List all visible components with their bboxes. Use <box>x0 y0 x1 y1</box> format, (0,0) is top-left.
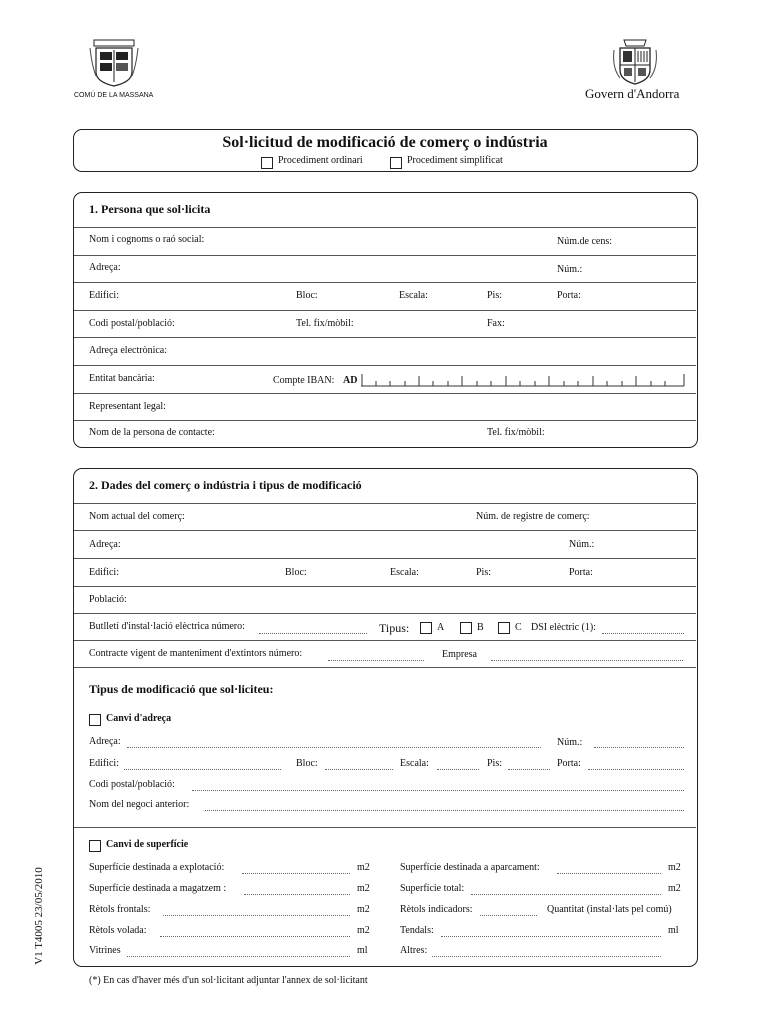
tipus-label: Tipus: <box>379 621 410 635</box>
pis-label: Pis: <box>487 290 503 301</box>
porta-label: Porta: <box>557 290 581 301</box>
dsi-label: DSI elèctric (1): <box>531 622 596 633</box>
escala-label: Escala: <box>399 290 428 301</box>
canvi-superficie-label: Canvi de superfície <box>106 839 189 850</box>
codi-postal-label: Codi postal/població: <box>89 318 175 329</box>
edifici-label: Edifici: <box>89 290 119 301</box>
edifici2-label: Edifici: <box>89 567 119 578</box>
tipus-a-checkbox[interactable] <box>420 622 432 634</box>
new-pis-input[interactable] <box>508 769 550 770</box>
num2-label: Núm.: <box>569 539 595 550</box>
new-porta-label: Porta: <box>557 758 581 769</box>
altres-input[interactable] <box>432 956 661 957</box>
negoci-anterior-input[interactable] <box>205 810 684 811</box>
canvi-adreca-label: Canvi d'adreça <box>106 713 172 724</box>
quantitat-label: Quantitat (instal·lats pel comú) <box>547 904 672 915</box>
new-adreca-label: Adreça: <box>89 736 121 747</box>
tel-label: Tel. fix/mòbil: <box>296 318 354 329</box>
sup-magatzem-label: Superfície destinada a magatzem : <box>89 883 227 894</box>
dsi-input[interactable] <box>602 633 684 634</box>
tendals-unit: ml <box>668 925 679 936</box>
govern-caption: Govern d'Andorra <box>585 86 680 101</box>
retols-indicadors-input[interactable] <box>480 915 537 916</box>
sup-aparcament-input[interactable] <box>557 873 661 874</box>
tipus-b-checkbox[interactable] <box>460 622 472 634</box>
iban-prefix: AD <box>343 375 358 386</box>
num-label: Núm.: <box>557 264 583 275</box>
tipus-c-label: C <box>515 622 522 633</box>
massana-caption: COMÚ DE LA MASSANA <box>74 92 154 99</box>
contacte-label: Nom de la persona de contacte: <box>89 427 215 438</box>
num-registre-label: Núm. de registre de comerç: <box>476 511 590 522</box>
sup-aparcament-unit: m2 <box>668 862 681 873</box>
empresa-input[interactable] <box>491 660 683 661</box>
andorra-coat-of-arms <box>610 38 660 86</box>
retols-volada-input[interactable] <box>160 936 350 937</box>
nom-label: Nom i cognoms o raó social: <box>89 234 205 245</box>
sup-total-label: Superfície total: <box>400 883 465 894</box>
massana-logo <box>88 38 140 88</box>
side-code: V1 T4005 23/05/2010 <box>33 867 45 965</box>
page-title: Sol·licitud de modificació de comerç o indústria <box>222 134 548 151</box>
sup-explotacio-unit: m2 <box>357 862 370 873</box>
butlleti-input[interactable] <box>259 633 367 634</box>
tendals-input[interactable] <box>441 936 661 937</box>
tipus-a-label: A <box>437 622 445 633</box>
new-num-label: Núm.: <box>557 737 583 748</box>
sup-total-input[interactable] <box>471 894 661 895</box>
porta2-label: Porta: <box>569 567 593 578</box>
section1-title: 1. Persona que sol·licita <box>89 202 211 216</box>
fax-label: Fax: <box>487 318 505 329</box>
section2-title: 2. Dades del comerç o indústria i tipus de modificació <box>89 478 362 492</box>
retols-volada-unit: m2 <box>357 925 370 936</box>
butlleti-label: Butlletí d'instal·lació elèctrica número: <box>89 621 245 632</box>
simplificat-checkbox[interactable] <box>390 157 402 169</box>
retols-volada-label: Rètols volada: <box>89 925 147 936</box>
bloc-label: Bloc: <box>296 290 318 301</box>
contracte-input[interactable] <box>328 660 424 661</box>
new-escala-input[interactable] <box>437 769 479 770</box>
sup-aparcament-label: Superfície destinada a aparcament: <box>400 862 540 873</box>
vitrines-unit: ml <box>357 945 368 956</box>
canvi-adreca-checkbox[interactable] <box>89 714 101 726</box>
new-escala-label: Escala: <box>400 758 429 769</box>
contracte-label: Contracte vigent de manteniment d'extintors número: <box>89 648 303 659</box>
nom-actual-label: Nom actual del comerç: <box>89 511 185 522</box>
adreca-label: Adreça: <box>89 262 121 273</box>
iban-input[interactable] <box>361 373 685 387</box>
sup-explotacio-label: Superfície destinada a explotació: <box>89 862 225 873</box>
iban-label: Compte IBAN: <box>273 375 335 386</box>
retols-frontals-unit: m2 <box>357 904 370 915</box>
vitrines-label: Vitrines <box>89 945 121 956</box>
new-codi-postal-label: Codi postal/població: <box>89 779 175 790</box>
footnote: (*) En cas d'haver més d'un sol·licitant adjuntar l'annex de sol·licitant <box>89 975 368 986</box>
escala2-label: Escala: <box>390 567 419 578</box>
retols-indicadors-label: Rètols indicadors: <box>400 904 473 915</box>
negoci-anterior-label: Nom del negoci anterior: <box>89 799 190 810</box>
num-cens-label: Núm.de cens: <box>557 236 612 247</box>
canvi-superficie-checkbox[interactable] <box>89 840 101 852</box>
new-bloc-input[interactable] <box>325 769 393 770</box>
tendals-label: Tendals: <box>400 925 434 936</box>
new-codi-postal-input[interactable] <box>192 790 684 791</box>
adreca2-label: Adreça: <box>89 539 121 550</box>
pis2-label: Pis: <box>476 567 492 578</box>
poblacio-label: Població: <box>89 594 127 605</box>
tipus-c-checkbox[interactable] <box>498 622 510 634</box>
simplificat-label: Procediment simplificat <box>407 155 503 166</box>
new-porta-input[interactable] <box>588 769 684 770</box>
retols-frontals-input[interactable] <box>163 915 350 916</box>
tel2-label: Tel. fix/mòbil: <box>487 427 545 438</box>
tipus-modificacio-title: Tipus de modificació que sol·liciteu: <box>89 682 274 696</box>
retols-frontals-label: Rètols frontals: <box>89 904 151 915</box>
new-edifici-input[interactable] <box>124 769 281 770</box>
new-pis-label: Pis: <box>487 758 503 769</box>
sup-total-unit: m2 <box>668 883 681 894</box>
ordinari-checkbox[interactable] <box>261 157 273 169</box>
altres-label: Altres: <box>400 945 428 956</box>
new-edifici-label: Edifici: <box>89 758 119 769</box>
ordinari-label: Procediment ordinari <box>278 155 363 166</box>
sup-magatzem-unit: m2 <box>357 883 370 894</box>
new-bloc-label: Bloc: <box>296 758 318 769</box>
email-label: Adreça electrònica: <box>89 345 168 356</box>
new-num-input[interactable] <box>594 747 684 748</box>
representant-label: Representant legal: <box>89 401 166 412</box>
sup-magatzem-input[interactable] <box>244 894 350 895</box>
tipus-b-label: B <box>477 622 484 633</box>
entitat-label: Entitat bancària: <box>89 373 155 384</box>
sup-explotacio-input[interactable] <box>242 873 350 874</box>
new-adreca-input[interactable] <box>127 747 541 748</box>
bloc2-label: Bloc: <box>285 567 307 578</box>
empresa-label: Empresa <box>442 649 477 660</box>
vitrines-input[interactable] <box>127 956 350 957</box>
